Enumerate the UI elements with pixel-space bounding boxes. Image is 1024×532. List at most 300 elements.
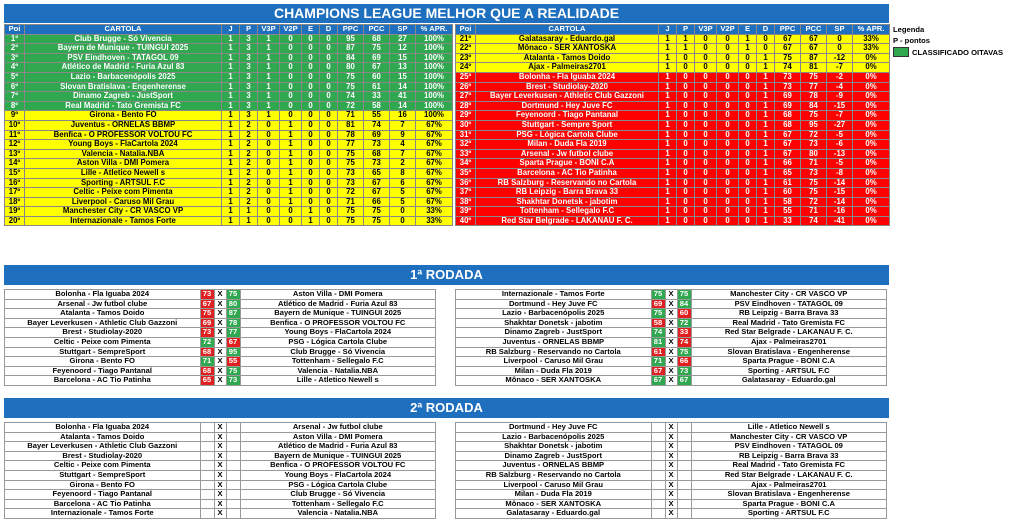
home-score: 71 <box>200 357 214 367</box>
stat-j: 1 <box>659 197 677 207</box>
versus-mark: X <box>665 357 677 367</box>
home-team: RB Salzburg - Reservando no Cartola <box>456 347 652 357</box>
stat-d: 1 <box>757 101 775 111</box>
stat-j: 1 <box>222 130 240 140</box>
stat-v3p: 0 <box>258 149 280 159</box>
stat-pos: 1º <box>5 34 25 44</box>
away-score: 84 <box>677 299 691 309</box>
stat-pcc: 80 <box>801 149 827 159</box>
versus-mark: X <box>214 451 226 461</box>
home-score <box>651 451 665 461</box>
stat-ppc: 75 <box>775 53 801 63</box>
standings-row <box>5 34 453 44</box>
home-score: 69 <box>651 299 665 309</box>
away-team: Club Brugge - Só Vivencia <box>240 490 436 500</box>
stat-v3p: 0 <box>695 188 717 198</box>
stat-e: 1 <box>302 216 320 226</box>
away-score <box>226 451 240 461</box>
match-row <box>456 290 887 300</box>
team-name: Lille - Atletico Newell s <box>25 168 222 178</box>
stat-p: 0 <box>677 63 695 73</box>
stat-d: 1 <box>757 120 775 130</box>
stat-e: 0 <box>739 82 757 92</box>
home-team: Dortmund - Hey Juve FC <box>456 299 652 309</box>
stat-apr: 0% <box>853 53 890 63</box>
home-team: Juventus - ORNELAS BBMP <box>456 461 652 471</box>
match-row <box>5 423 436 433</box>
stat-pos: 35º <box>456 168 476 178</box>
stat-pcc: 74 <box>364 120 390 130</box>
stat-v3p: 1 <box>258 53 280 63</box>
away-score <box>677 470 691 480</box>
away-score <box>226 461 240 471</box>
stat-pos: 26º <box>456 82 476 92</box>
home-team: Liverpool - Caruso Mil Grau <box>456 480 652 490</box>
team-name: RB Leipzig - Barra Brava 33 <box>476 188 659 198</box>
stat-p: 2 <box>240 149 258 159</box>
stat-v2p: 0 <box>717 197 739 207</box>
stat-v3p: 0 <box>258 140 280 150</box>
stat-v2p: 0 <box>280 34 302 44</box>
stat-v3p: 1 <box>258 34 280 44</box>
versus-mark: X <box>214 318 226 328</box>
stat-v3p: 1 <box>258 63 280 73</box>
stat-v3p: 1 <box>258 44 280 54</box>
stat-apr: 100% <box>416 34 453 44</box>
home-score: 73 <box>200 290 214 300</box>
stat-d: 1 <box>757 178 775 188</box>
stat-e: 0 <box>739 159 757 169</box>
stat-d: 0 <box>320 53 338 63</box>
stat-j: 1 <box>659 216 677 226</box>
stat-e: 0 <box>739 53 757 63</box>
stat-v2p: 0 <box>717 44 739 54</box>
away-team: Arsenal - Jw futbol clube <box>240 423 436 433</box>
home-team: Lazio - Barbacenópolis 2025 <box>456 432 652 442</box>
team-name: Juventus - ORNELAS BBMP <box>25 120 222 130</box>
match-row <box>456 347 887 357</box>
stat-j: 1 <box>659 63 677 73</box>
stat-pos: 16º <box>5 178 25 188</box>
stat-pcc: 75 <box>364 207 390 217</box>
stat-sp: 0 <box>827 44 853 54</box>
stat-e: 0 <box>302 149 320 159</box>
stat-v2p: 0 <box>717 188 739 198</box>
stat-p: 3 <box>240 34 258 44</box>
away-team: Ajax - Palmeiras2701 <box>691 480 887 490</box>
match-row <box>5 347 436 357</box>
stat-v3p: 0 <box>695 34 717 44</box>
home-score: 71 <box>651 357 665 367</box>
stat-sp: 12 <box>390 44 416 54</box>
stat-v3p: 1 <box>258 72 280 82</box>
stat-d: 0 <box>320 44 338 54</box>
stat-j: 1 <box>222 82 240 92</box>
legend-item: P - pontos <box>893 36 930 46</box>
stat-sp: -27 <box>827 120 853 130</box>
home-team: Feyenoord - Tiago Pantanal <box>5 366 201 376</box>
stat-p: 2 <box>240 188 258 198</box>
stat-p: 1 <box>677 34 695 44</box>
stat-apr: 0% <box>853 130 890 140</box>
stat-sp: 6 <box>390 178 416 188</box>
stat-ppc: 74 <box>775 63 801 73</box>
stat-pos: 32º <box>456 140 476 150</box>
home-team: Liverpool - Caruso Mil Grau <box>456 357 652 367</box>
versus-mark: X <box>665 318 677 328</box>
stat-e: 0 <box>302 92 320 102</box>
stat-j: 1 <box>659 168 677 178</box>
away-team: PSV Eindhoven - TATAGOL 09 <box>691 299 887 309</box>
versus-mark: X <box>214 490 226 500</box>
stat-ppc: 73 <box>775 72 801 82</box>
standings-row <box>5 140 453 150</box>
away-score: 66 <box>677 357 691 367</box>
stat-apr: 0% <box>853 140 890 150</box>
match-row <box>5 499 436 509</box>
stat-v2p: 0 <box>280 44 302 54</box>
stat-sp: 5 <box>390 197 416 207</box>
stat-pos: 33º <box>456 149 476 159</box>
stat-v2p: 0 <box>280 111 302 121</box>
stat-v2p: 0 <box>717 130 739 140</box>
standings-row <box>456 92 890 102</box>
stat-j: 1 <box>222 44 240 54</box>
versus-mark: X <box>665 347 677 357</box>
home-score: 75 <box>651 309 665 319</box>
stat-sp: -14 <box>827 197 853 207</box>
stat-v2p: 0 <box>280 207 302 217</box>
standings-table-left <box>4 24 453 226</box>
standings-row <box>456 178 890 188</box>
stat-v3p: 0 <box>258 216 280 226</box>
standings-row <box>5 178 453 188</box>
away-score: 95 <box>226 347 240 357</box>
stat-pcc: 72 <box>801 130 827 140</box>
stat-e: 0 <box>739 63 757 73</box>
stat-e: 0 <box>739 92 757 102</box>
stat-d: 0 <box>320 111 338 121</box>
away-team: Aston Villa - DMI Pomera <box>240 290 436 300</box>
column-header: PCC <box>364 25 390 35</box>
versus-mark: X <box>214 442 226 452</box>
column-header: E <box>739 25 757 35</box>
away-score <box>677 451 691 461</box>
team-name: Galatasaray - Eduardo.gal <box>476 34 659 44</box>
column-header: % APR. <box>416 25 453 35</box>
stat-v2p: 0 <box>717 149 739 159</box>
home-team: Dinamo Zagreb - JustSport <box>456 328 652 338</box>
stat-pos: 21º <box>456 34 476 44</box>
stat-p: 0 <box>677 159 695 169</box>
stat-sp: 15 <box>390 53 416 63</box>
match-row <box>456 432 887 442</box>
team-name: Slovan Bratislava - Engenherense <box>25 82 222 92</box>
stat-pcc: 61 <box>364 82 390 92</box>
stat-v3p: 0 <box>695 72 717 82</box>
stat-e: 0 <box>302 140 320 150</box>
team-name: Brest - Studiolay-2020 <box>476 82 659 92</box>
stat-v2p: 0 <box>717 101 739 111</box>
home-team: Bolonha - Fla Iguaba 2024 <box>5 290 201 300</box>
stat-j: 1 <box>659 53 677 63</box>
home-score: 61 <box>651 347 665 357</box>
column-header: D <box>757 25 775 35</box>
stat-v2p: 1 <box>280 159 302 169</box>
team-name: Benfica - O PROFESSOR VOLTOU FC <box>25 130 222 140</box>
stat-sp: -5 <box>827 130 853 140</box>
home-score: 72 <box>200 337 214 347</box>
standings-row <box>456 44 890 54</box>
stat-d: 0 <box>320 72 338 82</box>
standings-row <box>456 82 890 92</box>
stat-v2p: 1 <box>280 197 302 207</box>
stat-j: 1 <box>222 197 240 207</box>
stat-p: 2 <box>240 130 258 140</box>
standings-row <box>456 168 890 178</box>
stat-sp: 7 <box>390 149 416 159</box>
stat-p: 3 <box>240 44 258 54</box>
stat-ppc: 75 <box>338 159 364 169</box>
match-row <box>5 328 436 338</box>
stat-v3p: 0 <box>695 130 717 140</box>
away-score: 67 <box>677 376 691 386</box>
away-team: Young Boys - FlaCartola 2024 <box>240 470 436 480</box>
stat-pos: 8º <box>5 101 25 111</box>
home-team: Celtic - Peixe com Pimenta <box>5 461 201 471</box>
away-score: 75 <box>226 290 240 300</box>
stat-sp: 13 <box>390 63 416 73</box>
team-name: Arsenal - Jw futbol clube <box>476 149 659 159</box>
stat-ppc: 66 <box>775 159 801 169</box>
stat-j: 1 <box>222 53 240 63</box>
stat-p: 2 <box>240 197 258 207</box>
away-score: 33 <box>677 328 691 338</box>
away-team: Manchester City - CR VASCO VP <box>691 432 887 442</box>
stat-d: 1 <box>757 149 775 159</box>
home-score <box>651 423 665 433</box>
home-score <box>651 509 665 519</box>
stat-p: 0 <box>677 130 695 140</box>
stat-d: 0 <box>320 82 338 92</box>
match-row <box>456 309 887 319</box>
home-team: Brest - Studiolay-2020 <box>5 451 201 461</box>
stat-v2p: 0 <box>717 216 739 226</box>
stat-j: 1 <box>222 149 240 159</box>
stat-apr: 0% <box>853 168 890 178</box>
stat-pcc: 73 <box>364 140 390 150</box>
stat-ppc: 69 <box>775 92 801 102</box>
away-team: Atlético de Madrid - Furia Azul 83 <box>240 442 436 452</box>
stat-v3p: 0 <box>258 188 280 198</box>
stat-j: 1 <box>659 44 677 54</box>
stat-apr: 0% <box>853 92 890 102</box>
stat-p: 0 <box>677 72 695 82</box>
stat-v2p: 0 <box>280 92 302 102</box>
team-name: Barcelona - AC Tio Patinha <box>476 168 659 178</box>
stat-e: 0 <box>739 188 757 198</box>
home-team: Milan - Duda Fla 2019 <box>456 490 652 500</box>
stat-sp: 14 <box>390 82 416 92</box>
stat-sp: -13 <box>827 149 853 159</box>
stat-e: 0 <box>302 111 320 121</box>
stat-pcc: 67 <box>364 63 390 73</box>
home-score <box>200 490 214 500</box>
stat-pos: 6º <box>5 82 25 92</box>
standings-row <box>5 101 453 111</box>
stat-pos: 12º <box>5 140 25 150</box>
standings-row <box>456 159 890 169</box>
stat-j: 1 <box>222 63 240 73</box>
standings-row <box>456 111 890 121</box>
standings-header-row <box>5 25 453 35</box>
stat-pos: 10º <box>5 120 25 130</box>
versus-mark: X <box>665 509 677 519</box>
stat-v2p: 1 <box>280 178 302 188</box>
stat-j: 1 <box>659 140 677 150</box>
standings-row <box>5 82 453 92</box>
versus-mark: X <box>665 423 677 433</box>
stat-d: 0 <box>320 188 338 198</box>
stat-e: 0 <box>739 130 757 140</box>
column-header: V2P <box>717 25 739 35</box>
column-header: J <box>659 25 677 35</box>
stat-j: 1 <box>659 130 677 140</box>
versus-mark: X <box>214 347 226 357</box>
stat-apr: 100% <box>416 72 453 82</box>
home-team: RB Salzburg - Reservando no Cartola <box>456 470 652 480</box>
standings-row <box>5 216 453 226</box>
stat-e: 0 <box>739 178 757 188</box>
away-team: Bayern de Munique - TUINGUI 2025 <box>240 451 436 461</box>
away-team: Aston Villa - DMI Pomera <box>240 432 436 442</box>
stat-d: 0 <box>320 216 338 226</box>
stat-v2p: 0 <box>717 159 739 169</box>
away-score <box>226 423 240 433</box>
home-team: Barcelona - AC Tio Patinha <box>5 376 201 386</box>
stat-pos: 2º <box>5 44 25 54</box>
match-row <box>456 376 887 386</box>
round-2-title: 2ª RODADA <box>4 398 889 418</box>
away-team: Slovan Bratislava - Engenherense <box>691 347 887 357</box>
stat-v3p: 0 <box>695 44 717 54</box>
stat-pos: 14º <box>5 159 25 169</box>
stat-j: 1 <box>659 178 677 188</box>
home-team: Shakhtar Donetsk - jabotim <box>456 442 652 452</box>
standings-row <box>456 130 890 140</box>
stat-ppc: 65 <box>775 168 801 178</box>
stat-pcc: 77 <box>801 82 827 92</box>
stat-pos: 39º <box>456 207 476 217</box>
versus-mark: X <box>665 366 677 376</box>
page-title: CHAMPIONS LEAGUE MELHOR QUE A REALIDADE <box>4 4 889 23</box>
stat-v2p: 1 <box>280 130 302 140</box>
stat-pcc: 72 <box>801 197 827 207</box>
team-name: Club Brugge - Só Vivencia <box>25 34 222 44</box>
home-score <box>200 461 214 471</box>
stat-v2p: 0 <box>717 53 739 63</box>
match-row <box>456 366 887 376</box>
stat-pcc: 66 <box>364 197 390 207</box>
match-row <box>456 509 887 519</box>
stat-e: 0 <box>739 149 757 159</box>
stat-d: 1 <box>757 188 775 198</box>
home-score <box>200 432 214 442</box>
match-row <box>456 490 887 500</box>
stat-pcc: 60 <box>364 72 390 82</box>
stat-j: 1 <box>659 120 677 130</box>
stat-e: 0 <box>739 101 757 111</box>
team-name: Bolonha - Fla Iguaba 2024 <box>476 72 659 82</box>
stat-pos: 13º <box>5 149 25 159</box>
stat-sp: -7 <box>827 63 853 73</box>
team-name: PSV Eindhoven - TATAGOL 09 <box>25 53 222 63</box>
stat-p: 3 <box>240 111 258 121</box>
away-team: PSG - Lógica Cartola Clube <box>240 337 436 347</box>
home-team: Feyenoord - Tiago Pantanal <box>5 490 201 500</box>
stat-ppc: 73 <box>775 82 801 92</box>
column-header: SP <box>390 25 416 35</box>
stat-pcc: 73 <box>364 159 390 169</box>
stat-pos: 28º <box>456 101 476 111</box>
stat-pos: 25º <box>456 72 476 82</box>
stat-p: 2 <box>240 120 258 130</box>
team-name: Tottenham - Sellegalo F.C <box>476 207 659 217</box>
stat-ppc: 67 <box>775 149 801 159</box>
home-team: Shakhtar Donetsk - jabotim <box>456 318 652 328</box>
stat-e: 0 <box>302 120 320 130</box>
match-row <box>5 480 436 490</box>
standings-row <box>456 101 890 111</box>
stat-pcc: 75 <box>801 111 827 121</box>
stat-pcc: 67 <box>364 178 390 188</box>
versus-mark: X <box>665 470 677 480</box>
standings-row <box>5 111 453 121</box>
team-name: Sporting - ARTSUL F.C <box>25 178 222 188</box>
stat-j: 1 <box>222 168 240 178</box>
stat-v2p: 1 <box>280 120 302 130</box>
stat-apr: 0% <box>853 159 890 169</box>
stat-v2p: 0 <box>280 53 302 63</box>
stat-j: 1 <box>222 101 240 111</box>
stat-pcc: 74 <box>801 216 827 226</box>
team-name: RB Salzburg - Reservando no Cartola <box>476 178 659 188</box>
stat-j: 1 <box>659 72 677 82</box>
stat-d: 0 <box>320 178 338 188</box>
stat-j: 1 <box>222 188 240 198</box>
stat-sp: 27 <box>390 34 416 44</box>
match-row <box>456 461 887 471</box>
stat-d: 0 <box>320 63 338 73</box>
home-score: 69 <box>200 318 214 328</box>
column-header: V3P <box>695 25 717 35</box>
team-name: Real Madrid - Tato Gremista FC <box>25 101 222 111</box>
stat-v2p: 1 <box>280 140 302 150</box>
home-score <box>200 451 214 461</box>
stat-e: 0 <box>302 178 320 188</box>
stat-apr: 67% <box>416 120 453 130</box>
stat-ppc: 67 <box>775 44 801 54</box>
stat-ppc: 69 <box>775 101 801 111</box>
stat-v3p: 0 <box>695 168 717 178</box>
stat-d: 0 <box>320 197 338 207</box>
stat-apr: 67% <box>416 159 453 169</box>
stat-e: 1 <box>739 34 757 44</box>
stat-apr: 100% <box>416 44 453 54</box>
team-name: Ajax - Palmeiras2701 <box>476 63 659 73</box>
stat-ppc: 72 <box>338 188 364 198</box>
stat-apr: 33% <box>853 34 890 44</box>
